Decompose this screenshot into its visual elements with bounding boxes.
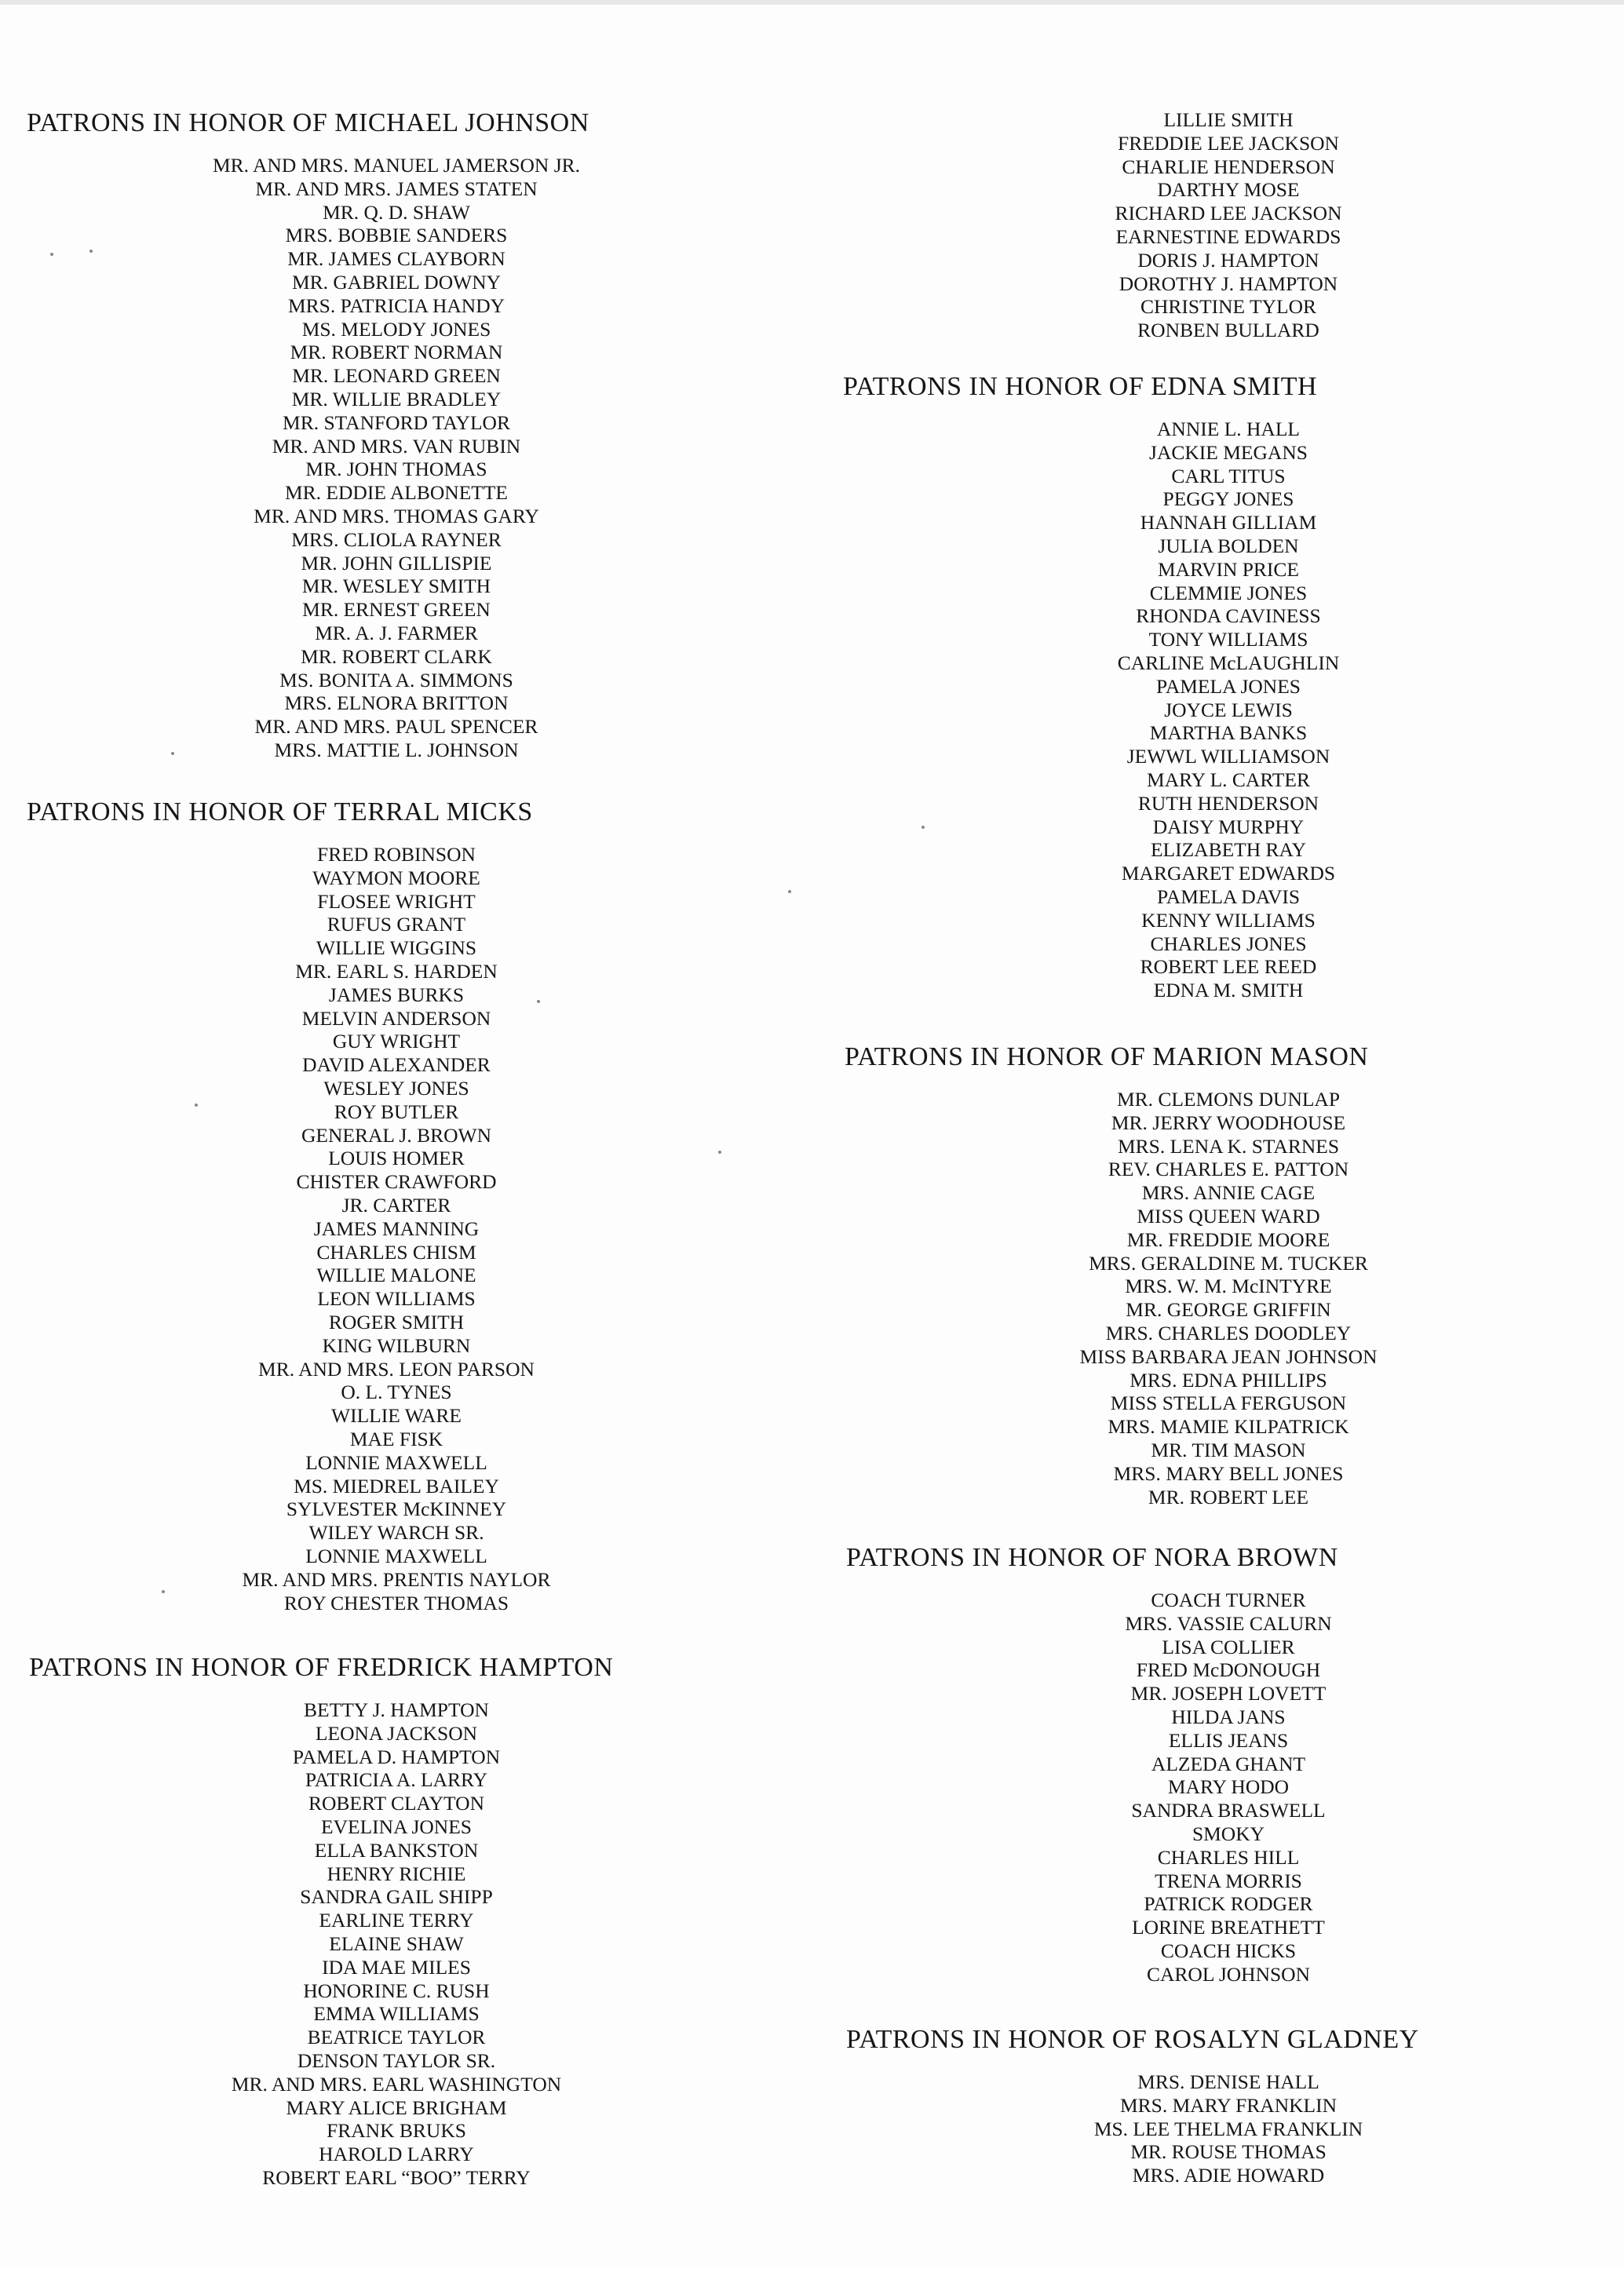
- patron-name: DENSON TAYLOR SR.: [297, 2048, 496, 2072]
- patron-name: WAYMON MOORE: [312, 866, 480, 889]
- patron-name: JULIA BOLDEN: [1158, 534, 1299, 557]
- section-heading: PATRONS IN HONOR OF FREDRICK HAMPTON: [29, 1653, 614, 1682]
- patron-name: MR. A. J. FARMER: [315, 621, 478, 644]
- section-heading: PATRONS IN HONOR OF MICHAEL JOHNSON: [27, 108, 589, 137]
- patron-name: ROY BUTLER: [334, 1100, 459, 1123]
- patron-name: MRS. CHARLES DOODLEY: [1105, 1321, 1352, 1344]
- patron-name: MRS. DENISE HALL: [1137, 2070, 1319, 2093]
- patron-name: MELVIN ANDERSON: [301, 1006, 491, 1030]
- patron-name: MR. EARL S. HARDEN: [295, 959, 498, 983]
- patron-name: IDA MAE MILES: [322, 1955, 471, 1979]
- patron-name: ROBERT EARL “BOO” TERRY: [262, 2165, 531, 2189]
- patron-name: DAVID ALEXANDER: [302, 1053, 491, 1077]
- patron-name: DARTHY MOSE: [1157, 178, 1300, 202]
- patron-name: PEGGY JONES: [1162, 487, 1294, 511]
- patron-name: JR. CARTER: [341, 1193, 451, 1217]
- patron-name: TRENA MORRIS: [1155, 1869, 1302, 1892]
- patron-name: SMOKY: [1192, 1822, 1265, 1845]
- section-terral-micks: [0, 797, 793, 1614]
- patron-name: MR. AND MRS. PRENTIS NAYLOR: [242, 1567, 551, 1591]
- patron-name: GENERAL J. BROWN: [301, 1123, 491, 1147]
- section-continued: [832, 108, 1624, 342]
- patron-name: MARTHA BANKS: [1149, 721, 1308, 745]
- patron-name: MISS QUEEN WARD: [1137, 1204, 1320, 1228]
- patron-name: ROGER SMITH: [328, 1310, 465, 1333]
- patron-name: RUTH HENDERSON: [1137, 791, 1319, 815]
- patron-name: PATRICK RODGER: [1144, 1892, 1313, 1916]
- patron-name: BEATRICE TAYLOR: [307, 2026, 486, 2049]
- patron-name: ROBERT LEE REED: [1140, 955, 1317, 979]
- section-michael-johnson: [0, 108, 793, 762]
- patron-name: PAMELA D. HAMPTON: [292, 1745, 501, 1768]
- patron-name: MRS. MARY BELL JONES: [1113, 1461, 1344, 1485]
- patron-name: MS. BONITA A. SIMMONS: [279, 668, 513, 691]
- patron-name: MRS. LENA K. STARNES: [1117, 1134, 1340, 1158]
- patron-name: MR. JOHN THOMAS: [305, 458, 487, 481]
- patron-name: MRS. PATRICIA HANDY: [287, 294, 505, 317]
- paper-speck: [718, 1151, 721, 1154]
- patron-name: JACKIE MEGANS: [1149, 440, 1308, 464]
- patron-name: ELIZABETH RAY: [1150, 838, 1307, 862]
- paper-speck: [50, 253, 53, 256]
- patron-name: ELLIS JEANS: [1168, 1728, 1289, 1752]
- patron-name: CARL TITUS: [1171, 464, 1286, 487]
- patron-name: WILLIE MALONE: [316, 1264, 476, 1287]
- patron-name: MRS. EDNA PHILLIPS: [1130, 1368, 1327, 1392]
- paper-speck: [921, 826, 925, 829]
- patron-name: MAE FISK: [349, 1427, 443, 1450]
- patron-name: ROY CHESTER THOMAS: [283, 1591, 509, 1614]
- patron-name: EARNESTINE EDWARDS: [1115, 224, 1341, 248]
- patron-name: WESLEY JONES: [323, 1076, 469, 1100]
- patron-name: BETTY J. HAMPTON: [304, 1698, 489, 1721]
- patron-name: SANDRA GAIL SHIPP: [300, 1885, 493, 1909]
- paper-speck: [195, 1103, 198, 1107]
- patron-name: MISS STELLA FERGUSON: [1110, 1392, 1347, 1415]
- patron-list: [832, 2070, 1624, 2187]
- patron-name: CHARLIE HENDERSON: [1122, 155, 1335, 178]
- patron-name: MRS. MAMIE KILPATRICK: [1108, 1415, 1349, 1439]
- paper-speck: [788, 890, 791, 893]
- patron-name: ELLA BANKSTON: [314, 1838, 479, 1862]
- patron-name: MRS. BOBBIE SANDERS: [285, 224, 508, 247]
- patron-name: PATRICIA A. LARRY: [305, 1768, 488, 1792]
- patron-name: MRS. ELNORA BRITTON: [284, 691, 509, 715]
- patron-name: DOROTHY J. HAMPTON: [1119, 272, 1338, 295]
- patron-name: MR. TIM MASON: [1151, 1438, 1306, 1461]
- patron-name: MRS. CLIOLA RAYNER: [291, 527, 502, 551]
- patron-name: ALZEDA GHANT: [1151, 1752, 1306, 1775]
- patron-name: CHARLES JONES: [1150, 932, 1307, 955]
- patron-name: MR. ROBERT LEE: [1148, 1485, 1309, 1508]
- patron-name: MRS. ADIE HOWARD: [1132, 2164, 1325, 2187]
- patron-name: MISS BARBARA JEAN JOHNSON: [1079, 1344, 1378, 1368]
- patron-name: CAROL JOHNSON: [1146, 1962, 1311, 1986]
- patron-name: SANDRA BRASWELL: [1131, 1799, 1326, 1822]
- patron-name: MRS. GERALDINE M. TUCKER: [1089, 1251, 1368, 1275]
- patron-name: TONY WILLIAMS: [1148, 628, 1308, 651]
- patron-name: MRS. MATTIE L. JOHNSON: [274, 738, 519, 761]
- patron-name: MR. GEORGE GRIFFIN: [1126, 1298, 1331, 1322]
- paper-speck: [537, 1000, 540, 1003]
- patron-name: EMMA WILLIAMS: [313, 2002, 480, 2026]
- patron-name: FLOSEE WRIGHT: [317, 889, 476, 913]
- patron-name: WILEY WARCH SR.: [308, 1521, 484, 1545]
- section-heading: PATRONS IN HONOR OF MARION MASON: [845, 1042, 1369, 1071]
- patron-name: MR. ROUSE THOMAS: [1130, 2140, 1327, 2164]
- patron-list: [0, 843, 793, 1614]
- paper-speck: [162, 1590, 165, 1593]
- patron-name: MR. ROBERT NORMAN: [290, 341, 503, 364]
- section-heading: PATRONS IN HONOR OF NORA BROWN: [846, 1543, 1338, 1572]
- patron-name: LOUIS HOMER: [328, 1147, 465, 1170]
- patron-name: MR. AND MRS. VAN RUBIN: [272, 434, 521, 458]
- patron-name: EARLINE TERRY: [319, 1909, 474, 1932]
- patron-list: [832, 108, 1624, 342]
- patron-name: KENNY WILLIAMS: [1141, 908, 1316, 932]
- patron-list: [832, 418, 1624, 1002]
- patron-name: MR. JOSEPH LOVETT: [1130, 1682, 1327, 1705]
- patron-name: HAROLD LARRY: [319, 2143, 474, 2166]
- patron-name: RUFUS GRANT: [327, 913, 466, 936]
- patron-name: CHARLES CHISM: [316, 1240, 476, 1264]
- patron-name: ROBERT CLAYTON: [308, 1792, 484, 1815]
- paper-speck: [171, 752, 174, 755]
- patron-name: DORIS J. HAMPTON: [1137, 248, 1319, 272]
- patron-name: WILLIE WIGGINS: [316, 936, 477, 960]
- patron-name: MR. ERNEST GREEN: [302, 598, 491, 622]
- patron-name: LISA COLLIER: [1162, 1635, 1295, 1658]
- patron-name: MARY ALICE BRIGHAM: [286, 2096, 507, 2119]
- patron-name: HONORINE C. RUSH: [303, 1979, 490, 2002]
- patron-name: HANNAH GILLIAM: [1140, 511, 1317, 534]
- patron-name: KING WILBURN: [322, 1333, 471, 1357]
- section-heading: PATRONS IN HONOR OF TERRAL MICKS: [27, 797, 533, 826]
- patron-name: LONNIE MAXWELL: [305, 1450, 487, 1474]
- patron-name: PAMELA JONES: [1156, 674, 1301, 698]
- patron-name: MR. AND MRS. THOMAS GARY: [254, 504, 539, 527]
- patron-name: MS. MIEDREL BAILEY: [294, 1474, 499, 1497]
- patron-name: CHRISTINE TYLOR: [1140, 295, 1317, 319]
- patron-name: EVELINA JONES: [321, 1815, 472, 1838]
- patron-name: FRED McDONOUGH: [1136, 1658, 1321, 1682]
- patron-name: MR. STANFORD TAYLOR: [283, 410, 510, 434]
- patron-name: REV. CHARLES E. PATTON: [1108, 1158, 1349, 1181]
- patron-name: FRANK BRUKS: [327, 2119, 466, 2143]
- patron-name: ANNIE L. HALL: [1157, 418, 1300, 440]
- patron-name: MR. EDDIE ALBONETTE: [284, 481, 508, 505]
- patron-name: MARGARET EDWARDS: [1121, 862, 1336, 885]
- patron-name: MARY HODO: [1167, 1775, 1290, 1799]
- patron-name: SYLVESTER McKINNEY: [286, 1497, 507, 1521]
- patron-name: HENRY RICHIE: [327, 1862, 466, 1885]
- patron-name: MR. WILLIE BRADLEY: [291, 387, 502, 410]
- patron-name: LEON WILLIAMS: [317, 1287, 476, 1311]
- patron-name: MR. AND MRS. MANUEL JAMERSON JR.: [212, 154, 581, 177]
- patron-name: MR. AND MRS. JAMES STATEN: [255, 177, 538, 200]
- patron-name: MRS. VASSIE CALURN: [1125, 1611, 1332, 1635]
- patron-list: [832, 1589, 1624, 1986]
- patron-name: MS. MELODY JONES: [301, 317, 491, 341]
- patron-name: JOYCE LEWIS: [1164, 698, 1293, 721]
- patron-name: CHARLES HILL: [1157, 1845, 1300, 1869]
- patron-name: O. L. TYNES: [341, 1381, 452, 1404]
- patron-name: DAISY MURPHY: [1152, 815, 1305, 838]
- patron-name: MR. WESLEY SMITH: [301, 575, 491, 598]
- patron-name: LONNIE MAXWELL: [305, 1544, 487, 1567]
- patron-name: LILLIE SMITH: [1163, 108, 1294, 131]
- page-top-edge: [0, 0, 1624, 5]
- patron-name: JEWWL WILLIAMSON: [1126, 745, 1330, 768]
- patron-name: LEONA JACKSON: [315, 1721, 478, 1745]
- patron-list: [0, 1698, 793, 2190]
- patron-name: COACH TURNER: [1151, 1589, 1306, 1611]
- patron-name: MRS. ANNIE CAGE: [1141, 1181, 1316, 1205]
- patron-name: FREDDIE LEE JACKSON: [1118, 131, 1339, 155]
- section-marion-mason: [832, 1042, 1624, 1508]
- patron-name: MR. JOHN GILLISPIE: [301, 551, 492, 575]
- patron-name: JAMES MANNING: [313, 1217, 480, 1240]
- patron-name: CARLINE McLAUGHLIN: [1117, 651, 1340, 674]
- patron-name: MRS. MARY FRANKLIN: [1119, 2093, 1338, 2117]
- patron-name: GUY WRIGHT: [332, 1030, 461, 1053]
- patron-name: MR. JAMES CLAYBORN: [287, 247, 505, 271]
- patron-name: RONBEN BULLARD: [1137, 319, 1319, 342]
- patron-name: FRED ROBINSON: [317, 843, 476, 866]
- patron-name: MARVIN PRICE: [1157, 557, 1300, 581]
- patron-name: LORINE BREATHETT: [1132, 1916, 1325, 1939]
- patron-name: CHISTER CRAWFORD: [296, 1170, 497, 1194]
- patron-name: MR. CLEMONS DUNLAP: [1116, 1088, 1341, 1111]
- patron-name: MR. AND MRS. LEON PARSON: [258, 1357, 535, 1381]
- patron-name: PAMELA DAVIS: [1156, 885, 1301, 908]
- patron-name: COACH HICKS: [1160, 1939, 1297, 1962]
- patron-name: MR. FREDDIE MOORE: [1126, 1228, 1330, 1251]
- patron-name: ELAINE SHAW: [329, 1932, 464, 1955]
- section-edna-smith: [832, 372, 1624, 1002]
- patron-name: MR. AND MRS. PAUL SPENCER: [254, 715, 538, 739]
- patron-name: RICHARD LEE JACKSON: [1115, 202, 1342, 225]
- section-heading: PATRONS IN HONOR OF EDNA SMITH: [843, 372, 1318, 401]
- section-nora-brown: [832, 1543, 1624, 1986]
- patron-name: MR. LEONARD GREEN: [292, 364, 501, 388]
- patron-name: MR. AND MRS. EARL WASHINGTON: [231, 2072, 562, 2096]
- section-heading: PATRONS IN HONOR OF ROSALYN GLADNEY: [846, 2025, 1419, 2054]
- patron-name: MARY L. CARTER: [1147, 768, 1310, 791]
- patron-list: [832, 1088, 1624, 1508]
- patron-name: MR. Q. D. SHAW: [323, 200, 470, 224]
- patron-name: JAMES BURKS: [328, 983, 465, 1006]
- patron-name: RHONDA CAVINESS: [1136, 604, 1321, 628]
- section-fredrick-hampton: [0, 1653, 793, 2190]
- patron-name: MR. JERRY WOODHOUSE: [1111, 1111, 1346, 1134]
- patron-list: [0, 154, 793, 762]
- section-rosalyn-gladney: [832, 2025, 1624, 2187]
- patron-name: HILDA JANS: [1171, 1705, 1286, 1728]
- patron-name: WILLIE WARE: [331, 1404, 462, 1428]
- patron-name: MR. GABRIEL DOWNY: [291, 270, 502, 294]
- patron-name: MRS. W. M. McINTYRE: [1125, 1275, 1332, 1298]
- paper-speck: [89, 250, 93, 253]
- patron-name: EDNA M. SMITH: [1153, 979, 1304, 1002]
- patron-name: MR. ROBERT CLARK: [301, 644, 492, 668]
- patron-name: MS. LEE THELMA FRANKLIN: [1093, 2117, 1363, 2140]
- patron-name: CLEMMIE JONES: [1149, 581, 1308, 604]
